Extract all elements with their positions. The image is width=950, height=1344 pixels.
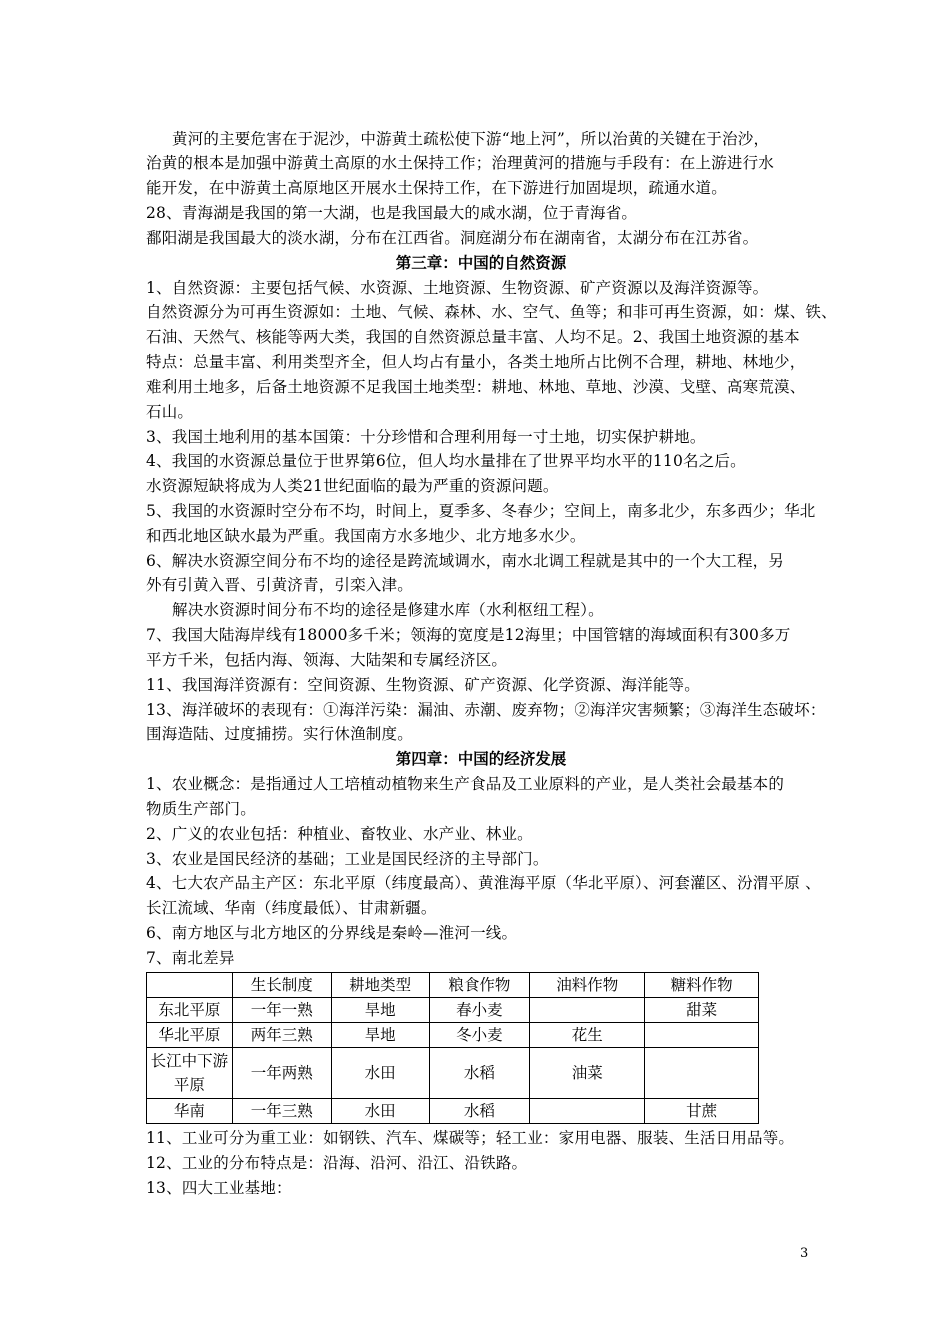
- table-cell: 花生: [530, 1023, 645, 1048]
- chapter-heading: 第四章：中国的经济发展: [395, 749, 567, 768]
- paragraph-line: 3、农业是国民经济的基础；工业是国民经济的主导部门。: [146, 850, 549, 868]
- table-cell: 一年三熟: [232, 1099, 331, 1124]
- table-cell: 甘蔗: [645, 1099, 759, 1124]
- table-cell: [147, 1048, 233, 1099]
- paragraph-line: 长江流域、华南（纬度最低）、甘肃新疆。: [146, 899, 437, 917]
- table-cell: 东北平原: [147, 998, 233, 1023]
- table-header-cell: 糖料作物: [645, 973, 759, 998]
- paragraph-line: 13、海洋破坏的表现有：①海洋污染：漏油、赤潮、废弃物；②海洋灾害频繁；③海洋生态破坏：: [146, 701, 826, 719]
- paragraph-line: 12、工业的分布特点是：沿海、沿河、沿江、沿铁路。: [146, 1154, 528, 1172]
- paragraph-line: 特点：总量丰富、利用类型齐全，但人均占有量小，各类土地所占比例不合理，耕地、林地少，: [146, 353, 806, 371]
- paragraph-line: 7、南北差异: [146, 949, 235, 967]
- table-cell: 水田: [331, 1048, 429, 1099]
- paragraph-line: 治黄的根本是加强中游黄土高原的水土保持工作；治理黄河的措施与手段有：在上游进行水: [146, 154, 775, 172]
- table-cell: 两年三熟: [232, 1023, 331, 1048]
- paragraph-line: 2、广义的农业包括：种植业、畜牧业、水产业、林业。: [146, 825, 533, 843]
- paragraph-line: 围海造陆、过度捕捞。实行休渔制度。: [146, 725, 413, 743]
- paragraph-line: 11、工业可分为重工业：如钢铁、汽车、煤碳等；轻工业：家用电器、服装、生活日用品等。: [146, 1129, 795, 1147]
- page-number: 3: [800, 1246, 809, 1261]
- table-header-cell: [147, 973, 233, 998]
- table-cell: 旱地: [331, 998, 429, 1023]
- paragraph-line: 28、青海湖是我国的第一大湖，也是我国最大的咸水湖，位于青海省。: [146, 204, 638, 222]
- north-south-difference-table: [146, 972, 759, 1124]
- table-cell: 水稻: [429, 1099, 530, 1124]
- table-cell: [530, 1099, 645, 1124]
- table-cell: 冬小麦: [429, 1023, 530, 1048]
- table-header-row: [147, 973, 759, 998]
- paragraph-line: 4、七大农产品主产区：东北平原（纬度最高）、黄淮海平原（华北平原）、河套灌区、汾渭平原 、: [146, 874, 821, 892]
- paragraph-line: 13、四大工业基地：: [146, 1179, 292, 1197]
- paragraph-line: 鄱阳湖是我国最大的淡水湖，分布在江西省。洞庭湖分布在湖南省，太湖分布在江苏省。: [146, 229, 759, 247]
- paragraph-line: 难利用土地多，后备土地资源不足我国土地类型：耕地、林地、草地、沙漠、戈壁、高寒荒漠、: [146, 378, 806, 396]
- table-cell: [530, 998, 645, 1023]
- paragraph-line: 平方千米，包括内海、领海、大陆架和专属经济区。: [146, 651, 508, 669]
- table-cell-text: 长江中下游平原: [150, 1052, 229, 1094]
- paragraph-line: 和西北地区缺水最为严重。我国南方水多地少、北方地多水少。: [146, 527, 586, 545]
- paragraph-line: 自然资源分为可再生资源如：土地、气候、森林、水、空气、鱼等；和非可再生资源，如：煤、铁、: [146, 303, 837, 321]
- paragraph-line: 7、我国大陆海岸线有18000多千米；领海的宽度是12海里；中国管辖的海域面积有300多万: [146, 626, 791, 644]
- paragraph-line: 3、我国土地利用的基本国策：十分珍惜和合理利用每一寸土地，切实保护耕地。: [146, 428, 706, 446]
- paragraph-line: 1、自然资源：主要包括气候、水资源、土地资源、生物资源、矿产资源以及海洋资源等。: [146, 279, 769, 297]
- paragraph-line: 6、解决水资源空间分布不均的途径是跨流域调水，南水北调工程就是其中的一个大工程，另: [146, 552, 785, 570]
- paragraph-line: 外有引黄入晋、引黄济青，引栾入津。: [146, 576, 413, 594]
- table-header-cell: 生长制度: [232, 973, 331, 998]
- table-cell: 一年两熟: [232, 1048, 331, 1099]
- table-cell: 甜菜: [645, 998, 759, 1023]
- table-row: [147, 998, 759, 1023]
- table-row: [147, 1048, 759, 1099]
- table-row: [147, 1023, 759, 1048]
- table-cell: [645, 1023, 759, 1048]
- table-header-cell: 油料作物: [530, 973, 645, 998]
- paragraph-line: 6、南方地区与北方地区的分界线是秦岭—淮河一线。: [146, 924, 518, 942]
- paragraph-line: 1、农业概念：是指通过人工培植动植物来生产食品及工业原料的产业，是人类社会最基本的: [146, 775, 785, 793]
- paragraph-line: 5、我国的水资源时空分布不均，时间上，夏季多、冬春少；空间上，南多北少，东多西少；华北: [146, 502, 816, 520]
- chapter-heading: 第三章：中国的自然资源: [395, 253, 567, 272]
- table-cell: 油菜: [530, 1048, 645, 1099]
- paragraph-line: 石山。: [146, 403, 194, 421]
- table-cell: 水田: [331, 1099, 429, 1124]
- paragraph-line: 4、我国的水资源总量位于世界第6位，但人均水量排在了世界平均水平的110名之后。: [146, 452, 746, 470]
- table-cell: 华北平原: [147, 1023, 233, 1048]
- paragraph-line: 石油、天然气、核能等两大类，我国的自然资源总量丰富、人均不足。2、我国土地资源的基本: [146, 328, 800, 346]
- table-cell: 华南: [147, 1099, 233, 1124]
- paragraph-line: 能开发，在中游黄土高原地区开展水土保持工作，在下游进行加固堤坝，疏通水道。: [146, 179, 727, 197]
- table-header-cell: 耕地类型: [331, 973, 429, 998]
- table-cell: 春小麦: [429, 998, 530, 1023]
- paragraph-line: 水资源短缺将成为人类21世纪面临的最为严重的资源问题。: [146, 477, 559, 495]
- table-header-cell: 粮食作物: [429, 973, 530, 998]
- table-cell: 水稻: [429, 1048, 530, 1099]
- table-cell: 旱地: [331, 1023, 429, 1048]
- paragraph-line: 解决水资源时间分布不均的途径是修建水库（水利枢纽工程）。: [172, 601, 604, 619]
- paragraph-line: 11、我国海洋资源有：空间资源、生物资源、矿产资源、化学资源、海洋能等。: [146, 676, 700, 694]
- paragraph-line: 黄河的主要危害在于泥沙，中游黄土疏松使下游“地上河”，所以治黄的关键在于治沙，: [172, 130, 770, 148]
- paragraph-line: 物质生产部门。: [146, 800, 256, 818]
- table-row: [147, 1099, 759, 1124]
- table-cell: 一年一熟: [232, 998, 331, 1023]
- table-cell: [645, 1048, 759, 1099]
